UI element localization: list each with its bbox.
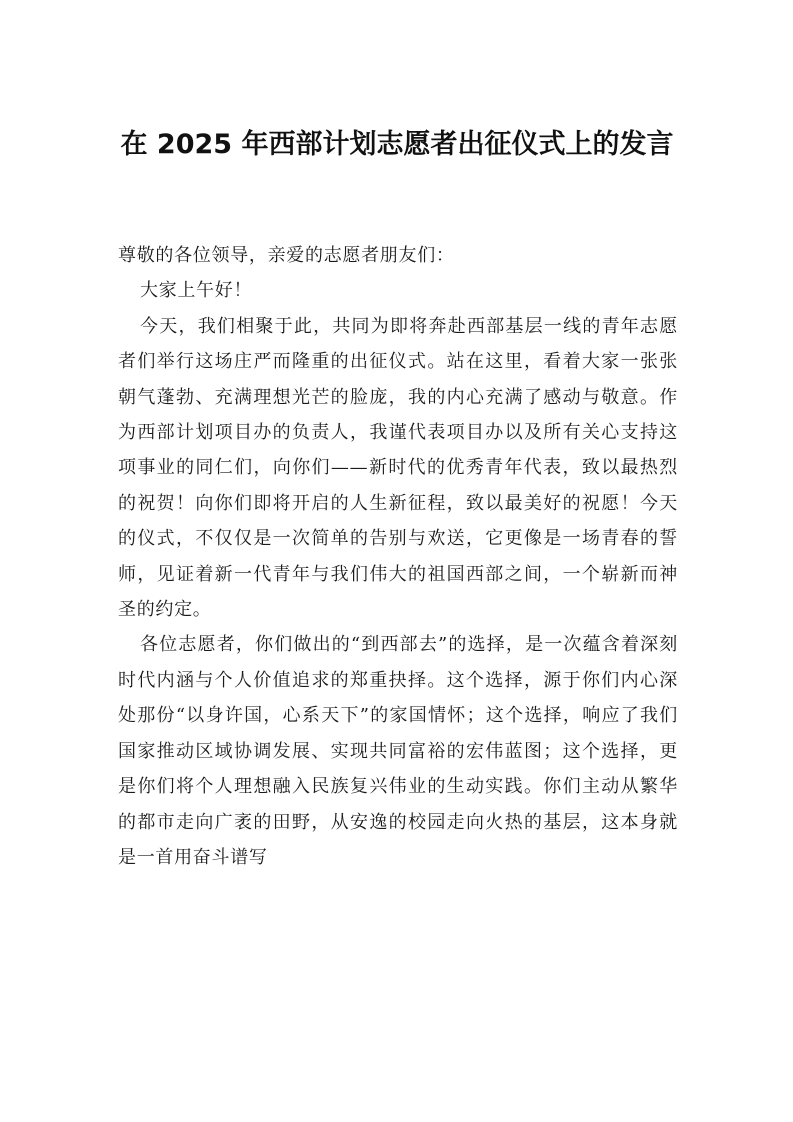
salutation: 尊敬的各位领导，亲爱的志愿者朋友们：: [118, 245, 455, 266]
document-body: [118, 238, 678, 875]
greeting-paragraph: 大家上午好！: [140, 280, 253, 302]
document-title: 在 2025 年西部计划志愿者出征仪式上的发言: [120, 129, 674, 160]
body-paragraph: 各位志愿者，你们做出的“到西部去”的选择，是一次蕴含着深刻时代内涵与个人价值追求的郑重抉择。这个选择，源于你们内心深处那份“以身许国，心系天下”的家国情怀；这个选择，响应了我们国家推动区域协调发展、实现共同富裕的宏伟蓝图；这个选择，更是你们将个人理想融入民族复兴伟业的生动实践。你们主动从繁华的都市走向广袤的田野，从安逸的校园走向火热的基层，这本身就是一首用奋斗谱写: [118, 634, 678, 868]
body-paragraph: 今天，我们相聚于此，共同为即将奔赴西部基层一线的青年志愿者们举行这场庄严而隆重的出征仪式。站在这里，看着大家一张张朝气蓬勃、充满理想光芒的脸庞，我的内心充满了感动与敬意。作为西部计划项目办的负责人，我谨代表项目办以及所有关心支持这项事业的同仁们，向你们——新时代的优秀青年代表，致以最热烈的祝贺！向你们即将开启的人生新征程，致以最美好的祝愿！今天的仪式，不仅仅是一次简单的告别与欢送，它更像是一场青春的誓师，见证着新一代青年与我们伟大的祖国西部之间，一个崭新而神圣的约定。: [118, 315, 678, 621]
